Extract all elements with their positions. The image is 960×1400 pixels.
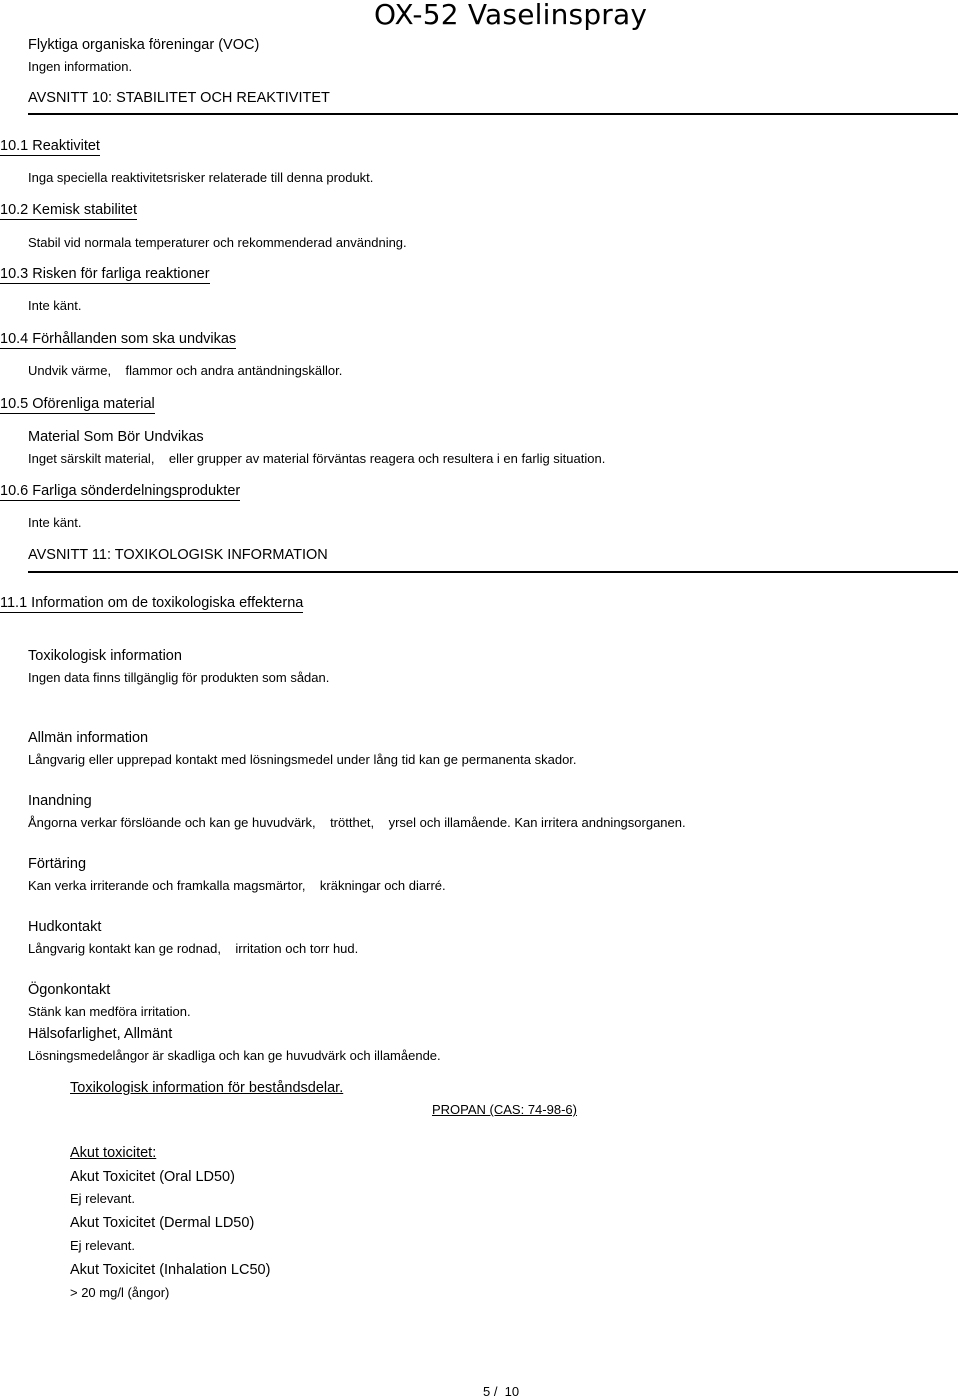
subsection-10-1-text: Inga speciella reaktivitetsrisker relaterade till denna produkt. bbox=[28, 170, 374, 185]
eye-contact-text: Stänk kan medföra irritation. bbox=[28, 1004, 191, 1019]
subsection-10-6-title: 10.6 Farliga sönderdelningsprodukter bbox=[0, 483, 241, 499]
ingestion-label: Förtäring bbox=[28, 856, 87, 872]
subsection-10-4-text: Undvik värme, flammor och andra antändningskällor. bbox=[28, 363, 343, 378]
page-number: 5 / 10 bbox=[483, 1384, 520, 1399]
toxicological-info-text: Ingen data finns tillgänglig för produkten som sådan. bbox=[28, 670, 330, 685]
skin-contact-label: Hudkontakt bbox=[28, 919, 102, 935]
section-10-rule bbox=[28, 113, 958, 115]
acute-inhalation-value: > 20 mg/l (ångor) bbox=[70, 1285, 170, 1300]
subsection-10-3-title: 10.3 Risken för farliga reaktioner bbox=[0, 266, 210, 282]
acute-oral-label: Akut Toxicitet (Oral LD50) bbox=[70, 1169, 235, 1185]
ingestion-text: Kan verka irriterande och framkalla magsmärtor, kräkningar och diarré. bbox=[28, 878, 446, 893]
section-11-rule bbox=[28, 571, 958, 573]
section-10-heading: AVSNITT 10: STABILITET OCH REAKTIVITET bbox=[28, 90, 330, 106]
health-hazard-text: Lösningsmedelångor är skadliga och kan ge huvudvärk och illamående. bbox=[28, 1048, 441, 1063]
voc-text: Ingen information. bbox=[28, 59, 133, 74]
subsection-10-2-text: Stabil vid normala temperaturer och rekommenderad användning. bbox=[28, 235, 407, 250]
eye-contact-label: Ögonkontakt bbox=[28, 982, 111, 998]
incompatible-materials-label: Material Som Bör Undvikas bbox=[28, 429, 204, 445]
acute-toxicity-heading: Akut toxicitet: bbox=[70, 1145, 157, 1161]
subsection-10-2-title: 10.2 Kemisk stabilitet bbox=[0, 202, 138, 218]
section-11-heading: AVSNITT 11: TOXIKOLOGISK INFORMATION bbox=[28, 547, 328, 563]
general-info-text: Långvarig eller upprepad kontakt med lösningsmedel under lång tid kan ge permanenta skador. bbox=[28, 752, 577, 767]
component-tox-title: Toxikologisk information för beståndsdelar. bbox=[70, 1080, 344, 1096]
subsection-10-6-text: Inte känt. bbox=[28, 515, 82, 530]
subsection-10-3-text: Inte känt. bbox=[28, 298, 82, 313]
incompatible-materials-text: Inget särskilt material, eller grupper av material förväntas reagera och resultera i en farlig situation. bbox=[28, 451, 606, 466]
acute-dermal-label: Akut Toxicitet (Dermal LD50) bbox=[70, 1215, 255, 1231]
document-title: OX-52 Vaselinspray bbox=[374, 0, 648, 31]
acute-dermal-value: Ej relevant. bbox=[70, 1238, 136, 1253]
toxicological-info-label: Toxikologisk information bbox=[28, 648, 182, 664]
acute-inhalation-label: Akut Toxicitet (Inhalation LC50) bbox=[70, 1262, 271, 1278]
inhalation-label: Inandning bbox=[28, 793, 92, 809]
subsection-11-1-title: 11.1 Information om de toxikologiska effekterna bbox=[0, 595, 304, 611]
subsection-10-5-title: 10.5 Oförenliga material bbox=[0, 396, 155, 412]
voc-title: Flyktiga organiska föreningar (VOC) bbox=[28, 37, 260, 53]
subsection-10-1-title: 10.1 Reaktivitet bbox=[0, 138, 100, 154]
inhalation-text: Ångorna verkar förslöande och kan ge huvudvärk, trötthet, yrsel och illamående. Kan irritera andningsorganen. bbox=[28, 815, 686, 830]
health-hazard-label: Hälsofarlighet, Allmänt bbox=[28, 1026, 173, 1042]
component-substance: PROPAN (CAS: 74-98-6) bbox=[432, 1102, 577, 1117]
subsection-10-4-title: 10.4 Förhållanden som ska undvikas bbox=[0, 331, 237, 347]
general-info-label: Allmän information bbox=[28, 730, 149, 746]
acute-oral-value: Ej relevant. bbox=[70, 1191, 136, 1206]
skin-contact-text: Långvarig kontakt kan ge rodnad, irritation och torr hud. bbox=[28, 941, 359, 956]
